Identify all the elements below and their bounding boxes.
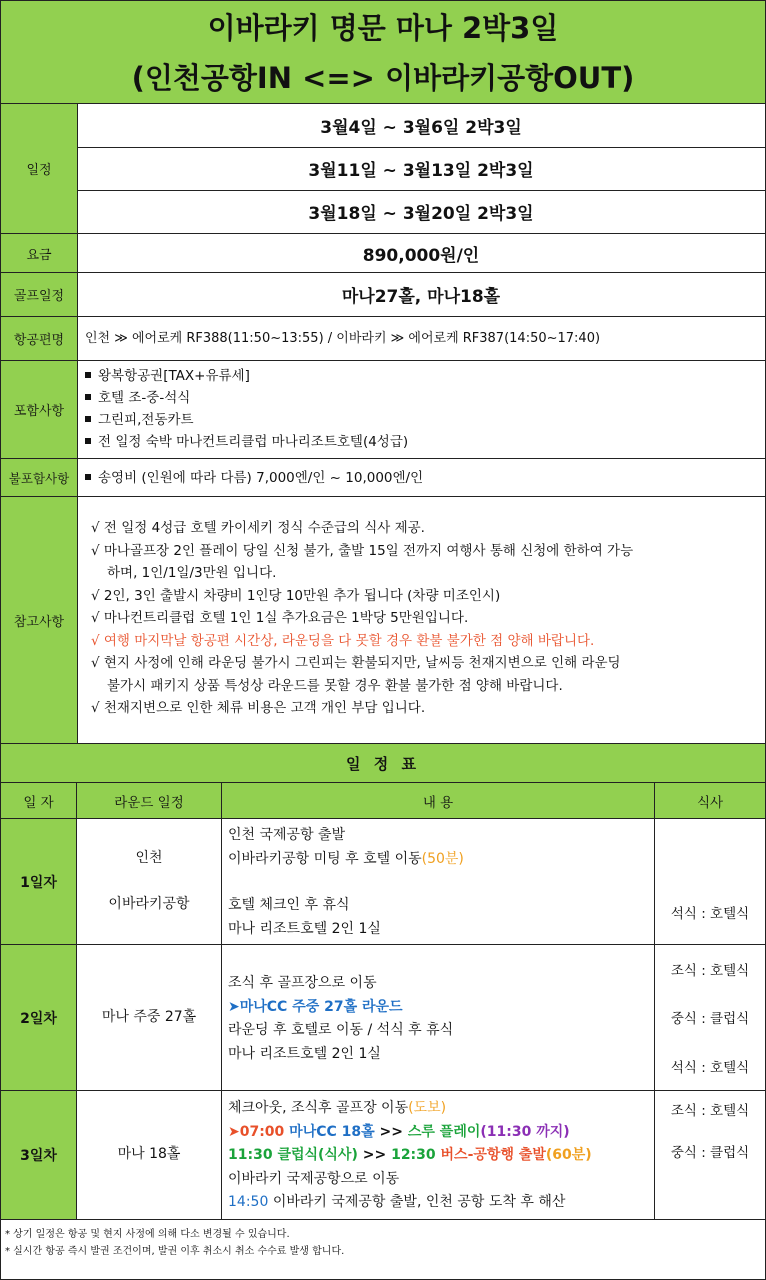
- excluded-label: 불포함사항: [1, 459, 78, 496]
- day-2-content-line: 마나 리조트호텔 2인 1실: [228, 1045, 381, 1062]
- included-label: 포함사항: [1, 361, 78, 458]
- note-line: √ 현지 사정에 인해 라운딩 불가시 그린피는 환불되지만, 날씨등 천재지변으로 인해 라운딩: [91, 655, 621, 671]
- meal-item: 석식 : 호텔식: [670, 906, 750, 922]
- column-header-round: 라운드 일정: [77, 783, 222, 818]
- column-header-day: 일 자: [1, 783, 77, 818]
- day-2-content: [222, 945, 655, 1090]
- schedule-dates: [77, 104, 765, 233]
- meal-item: 조식 : 호텔식: [670, 1103, 750, 1119]
- schedule-date-2: 3월11일 ~ 3월13일 2박3일: [77, 147, 765, 191]
- price-row: [0, 234, 766, 273]
- day-2-content-line: 라운딩 후 호텔로 이동 / 석식 후 휴식: [228, 1022, 454, 1038]
- footer-notes: [0, 1220, 766, 1280]
- flight-row: [0, 317, 766, 361]
- bullet-icon: [85, 416, 91, 422]
- day-2-label: 2일차: [1, 945, 77, 1090]
- day-2-content-line: 조식 후 골프장으로 이동: [228, 975, 377, 991]
- golf-value: 마나27홀, 마나18홀: [341, 287, 501, 307]
- note-line: √ 전 일정 4성급 호텔 카이세키 정식 수준급의 식사 제공.: [91, 520, 425, 536]
- note-line: √ 마나컨트리클럽 호텔 1인 1실 추가요금은 1박당 5만원입니다.: [91, 610, 469, 626]
- day-2-round: 마나 주중 27홀: [77, 945, 222, 1090]
- included-item: 왕복항공권[TAX+유류세]: [77, 365, 765, 387]
- bullet-icon: [85, 394, 91, 400]
- title-line-1: 이바라키 명문 마나 2박3일: [207, 11, 559, 45]
- day-1-round-line-1: 인천: [135, 850, 163, 866]
- day-3-content-line: ➤07:00 마나CC 18홀 >> 스루 플레이(11:30 까지): [228, 1123, 570, 1140]
- note-line: 하며, 1인/1일/3만원 입니다.: [107, 565, 277, 581]
- day-1-content-line: 마나 리조트호텔 2인 1실: [228, 920, 381, 937]
- excluded-item: 송영비 (인원에 따라 다름) 7,000엔/인 ~ 10,000엔/인: [77, 467, 423, 489]
- price-label: 요금: [1, 234, 78, 272]
- price-value: 890,000원/인: [362, 245, 480, 266]
- column-header-meal: 식사: [696, 794, 724, 811]
- bullet-icon: [85, 372, 91, 378]
- day-3-label: 3일차: [1, 1091, 77, 1219]
- excluded-row: [0, 459, 766, 497]
- day-1-content-line: 인천 국제공항 출발: [228, 827, 346, 843]
- meal-item: 중식 : 클럽식: [670, 1011, 750, 1028]
- footer-line: * 실시간 항공 즉시 발권 조건이며, 발권 이후 취소시 취소 수수료 발생 합니다.: [5, 1246, 345, 1257]
- notes-row: [0, 497, 766, 744]
- day-1-content-line: 호텔 체크인 후 휴식: [228, 897, 350, 913]
- note-line: √ 천재지변으로 인한 체류 비용은 고객 개인 부담 입니다.: [91, 700, 426, 716]
- day-3-content-line: 11:30 클럽식(식사) >> 12:30 버스-공항행 출발(60분): [228, 1147, 592, 1163]
- included-item: 전 일정 숙박 마나컨트리클럽 마나리조트호텔(4성급): [77, 431, 765, 453]
- golf-row: [0, 273, 766, 317]
- schedule-label: 일정: [1, 104, 78, 233]
- title-line-2: (인천공항IN <=> 이바라키공항OUT): [131, 61, 635, 95]
- meal-item: 중식 : 클럽식: [670, 1145, 750, 1161]
- day-3-content-line: 14:50 이바라키 국제공항 출발, 인천 공항 도착 후 해산: [228, 1194, 566, 1210]
- note-line: √ 마나골프장 2인 플레이 당일 신청 불가, 출발 15일 전까지 여행사 통해 신청에 한하여 가능: [91, 542, 634, 559]
- day-3-content-line: 체크아웃, 조식후 골프장 이동(도보): [228, 1100, 447, 1116]
- itinerary-columns: [0, 783, 766, 819]
- day-2-row: [0, 945, 766, 1091]
- day-1-row: [0, 819, 766, 945]
- day-1-meals: [655, 819, 765, 944]
- schedule-date-3: 3월18일 ~ 3월20일 2박3일: [308, 204, 534, 224]
- day-3-content-line: 이바라키 국제공항으로 이동: [228, 1170, 400, 1187]
- note-line: 불가시 패키지 상품 특성상 라운드를 못할 경우 환불 불가한 점 양해 바랍니다.: [107, 677, 563, 694]
- note-line: √ 2인, 3인 출발시 차량비 1인당 10만원 추가 됩니다 (차량 미조인시): [91, 587, 501, 604]
- day-1-round-line-2: 이바라키공항: [108, 895, 190, 912]
- day-1-round: [77, 819, 222, 944]
- included-item: 호텔 조-중-석식: [77, 387, 765, 409]
- column-header-content: 내 용: [222, 783, 655, 818]
- day-1-label: 1일자: [1, 819, 77, 944]
- day-3-meals: [655, 1091, 765, 1219]
- day-1-content: [222, 819, 655, 944]
- bullet-icon: [85, 474, 91, 480]
- day-3-round: 마나 18홀: [77, 1091, 222, 1219]
- flight-label: 항공편명: [1, 317, 78, 360]
- meal-item: 석식 : 호텔식: [670, 1059, 750, 1076]
- schedule-row: [0, 104, 766, 234]
- bullet-icon: [85, 438, 91, 444]
- meal-item: 조식 : 호텔식: [670, 963, 750, 980]
- flight-value: 인천 ≫ 에어로케 RF388(11:50~13:55) / 이바라키 ≫ 에어로케 RF387(14:50~17:40): [85, 330, 601, 346]
- note-line-warning: √ 여행 마지막날 항공편 시간상, 라운딩을 다 못할 경우 환불 불가한 점 양해 바랍니다.: [91, 632, 595, 649]
- included-item: 그린피,전동카트: [77, 409, 765, 431]
- day-1-content-line: 이바라키공항 미팅 후 호텔 이동(50분): [228, 850, 464, 867]
- footer-line: * 상기 일정은 항공 및 현지 사정에 의해 다소 변경될 수 있습니다.: [5, 1229, 290, 1240]
- page-title: [0, 0, 766, 104]
- day-3-row: [0, 1091, 766, 1220]
- day-2-meals: [655, 945, 765, 1090]
- itinerary-heading: 일 정 표: [0, 744, 766, 783]
- golf-label: 골프일정: [1, 273, 78, 316]
- day-2-content-line: ➤마나CC 주중 27홀 라운드: [228, 998, 403, 1015]
- day-3-content: [222, 1091, 655, 1219]
- schedule-date-1: 3월4일 ~ 3월6일 2박3일: [77, 104, 765, 148]
- included-row: [0, 361, 766, 459]
- notes-label: 참고사항: [1, 497, 78, 743]
